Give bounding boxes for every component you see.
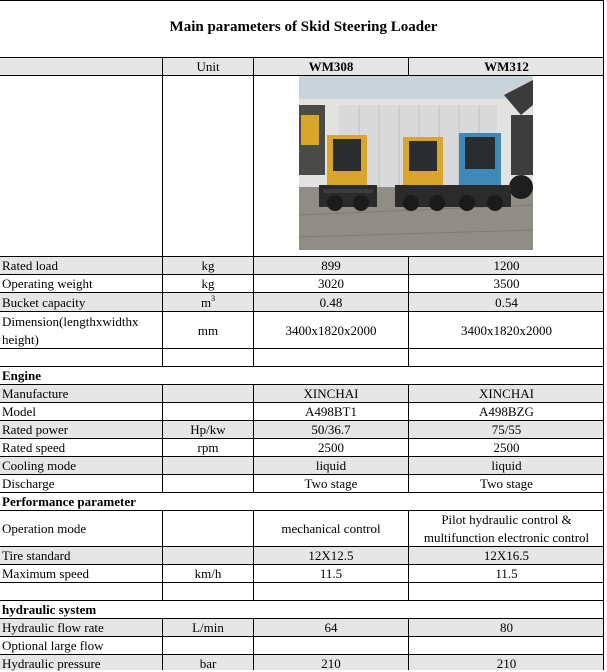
rated-speed-a: 2500 xyxy=(318,440,344,455)
grid-line xyxy=(162,75,163,256)
rated-speed-b: 2500 xyxy=(493,440,520,455)
bucket-capacity-unit: $m^3$ xyxy=(200,294,216,310)
hydraulic-flow-rate-label: Hydraulic flow rate xyxy=(2,620,104,635)
rated-speed-unit: rpm xyxy=(197,440,219,455)
grid-line xyxy=(408,256,409,366)
grid-line xyxy=(162,510,163,600)
grid-line xyxy=(0,402,604,403)
model-a-header: WM308 xyxy=(308,59,354,74)
dimension-label-2: height) xyxy=(2,332,39,347)
grid-line xyxy=(0,654,604,655)
rated-load-a: 899 xyxy=(321,258,341,273)
rated-power-unit: Hp/kw xyxy=(190,422,226,437)
rated-load-unit: kg xyxy=(201,258,215,273)
grid-line xyxy=(0,0,604,1)
grid-line xyxy=(603,0,604,670)
model-a: A498BT1 xyxy=(305,404,357,419)
operation-mode-b-2: multifunction electronic control xyxy=(423,530,590,545)
grid-line xyxy=(253,75,254,256)
section-performance: Performance parameter xyxy=(2,494,136,509)
hydraulic-pressure-a: 210 xyxy=(321,656,341,671)
rated-load-b: 1200 xyxy=(493,258,520,273)
operating-weight-label: Operating weight xyxy=(2,276,93,291)
optional-large-flow-label: Optional large flow xyxy=(2,638,104,653)
grid-line xyxy=(0,384,604,385)
grid-line xyxy=(162,256,163,366)
maximum-speed-a: 11.5 xyxy=(319,566,343,581)
unit-header: Unit xyxy=(196,59,220,74)
grid-line xyxy=(0,420,604,421)
bucket-capacity-b: 0.54 xyxy=(495,295,518,310)
bucket-capacity-a: 0.48 xyxy=(319,295,343,310)
hydraulic-pressure-b: 210 xyxy=(496,656,517,671)
dimension-unit: mm xyxy=(197,323,219,338)
manufacture-label: Manufacture xyxy=(2,386,69,401)
grid-line xyxy=(0,348,604,349)
cooling-mode-b: liquid xyxy=(491,458,522,473)
grid-line xyxy=(0,636,604,637)
rated-speed-label: Rated speed xyxy=(2,440,66,455)
bucket-capacity-label: Bucket capacity xyxy=(2,295,86,310)
hydraulic-pressure-unit: bar xyxy=(199,656,217,671)
tire-standard-b: 12X16.5 xyxy=(483,548,530,563)
cooling-mode-a: liquid xyxy=(315,458,347,473)
rated-power-label: Rated power xyxy=(2,422,69,437)
grid-line xyxy=(253,256,254,366)
operation-mode-b-1: Pilot hydraulic control & xyxy=(441,512,572,527)
grid-line xyxy=(0,618,604,619)
grid-line xyxy=(0,564,604,565)
grid-line xyxy=(0,510,604,511)
hydraulic-flow-rate-b: 80 xyxy=(500,620,513,635)
grid-line xyxy=(0,600,604,601)
tire-standard-label: Tire standard xyxy=(2,548,71,563)
dimension-label-1: Dimension(lengthxwidthx xyxy=(2,314,139,329)
grid-line xyxy=(253,510,254,600)
manufacture-b: XINCHAI xyxy=(479,386,534,401)
operation-mode-label: Operation mode xyxy=(2,521,87,536)
grid-line xyxy=(408,618,409,670)
model-label: Model xyxy=(2,404,36,419)
grid-line xyxy=(0,582,604,583)
grid-line xyxy=(253,384,254,492)
maximum-speed-b: 11.5 xyxy=(495,566,518,581)
grid-line xyxy=(408,384,409,492)
maximum-speed-label: Maximum speed xyxy=(2,566,90,581)
model-b: A498BZG xyxy=(479,404,534,419)
discharge-a: Two stage xyxy=(304,476,358,491)
grid-line xyxy=(0,438,604,439)
manufacture-a: XINCHAI xyxy=(303,386,359,401)
grid-line xyxy=(0,546,604,547)
section-hydraulic: hydraulic system xyxy=(2,602,97,617)
grid-line xyxy=(408,57,409,75)
rated-power-a: 50/36.7 xyxy=(311,422,351,437)
model-b-header: WM312 xyxy=(484,59,529,74)
grid-line xyxy=(162,57,163,75)
grid-line xyxy=(408,510,409,600)
maximum-speed-unit: km/h xyxy=(194,566,222,581)
grid-line xyxy=(0,256,604,257)
grid-line xyxy=(0,274,604,275)
cooling-mode-label: Cooling mode xyxy=(2,458,77,473)
rated-power-b: 75/55 xyxy=(491,422,522,437)
skid-steer-loaders-photo xyxy=(299,75,533,250)
hydraulic-pressure-label: Hydraulic pressure xyxy=(2,656,101,671)
operation-mode-a: mechanical control xyxy=(281,521,381,536)
hydraulic-flow-rate-a: 64 xyxy=(324,620,338,635)
grid-line xyxy=(0,366,604,367)
discharge-b: Two stage xyxy=(480,476,533,491)
hydraulic-flow-rate-unit: L/min xyxy=(192,620,224,635)
grid-line xyxy=(162,384,163,492)
grid-line xyxy=(0,492,604,493)
grid-line xyxy=(0,456,604,457)
dimension-b: 3400x1820x2000 xyxy=(461,323,552,338)
section-engine: Engine xyxy=(2,368,42,383)
sheet-title: Main parameters of Skid Steering Loader xyxy=(169,19,438,35)
operating-weight-unit: kg xyxy=(201,276,215,291)
discharge-label: Discharge xyxy=(2,476,55,491)
grid-line xyxy=(0,75,604,76)
grid-line xyxy=(0,474,604,475)
grid-line xyxy=(253,57,254,75)
operating-weight-a: 3020 xyxy=(318,276,344,291)
grid-line xyxy=(0,311,604,312)
grid-line xyxy=(0,57,604,58)
grid-line xyxy=(0,292,604,293)
dimension-a: 3400x1820x2000 xyxy=(285,323,377,338)
operating-weight-b: 3500 xyxy=(493,276,520,291)
rated-load-label: Rated load xyxy=(2,258,58,273)
grid-line xyxy=(162,618,163,670)
grid-line xyxy=(253,618,254,670)
tire-standard-a: 12X12.5 xyxy=(308,548,354,563)
